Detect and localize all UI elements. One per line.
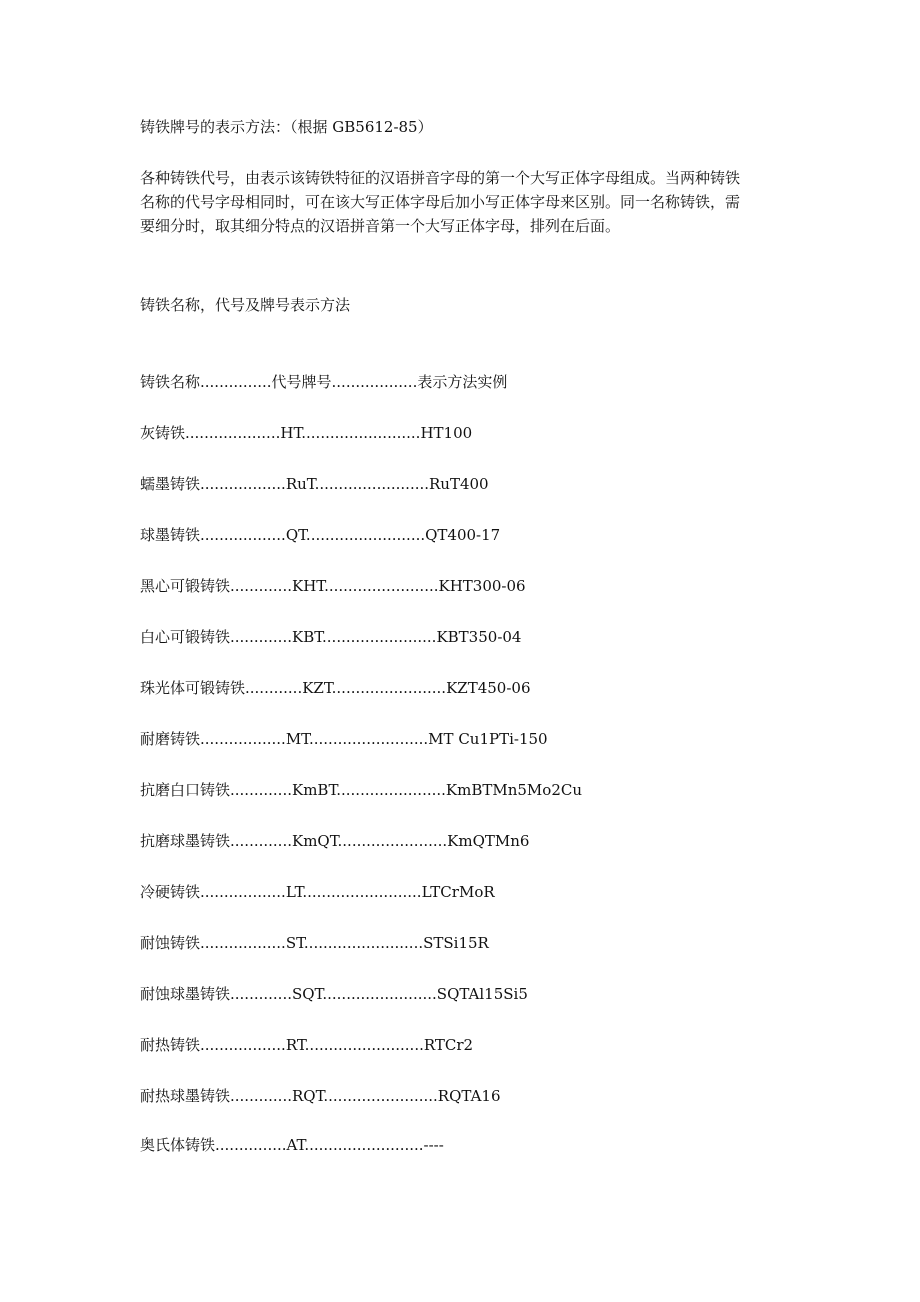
table-row: 抗磨球墨铸铁.............KmQT.......................KmQTMn6 [140, 832, 530, 850]
table-row: 耐磨铸铁..................MT.........................MT Cu1PTi-150 [140, 730, 548, 748]
table-row: 珠光体可锻铸铁............KZT........................KZT450-06 [140, 679, 531, 697]
intro-line: 名称的代号字母相同时，可在该大写正体字母后加小写正体字母来区别。同一名称铸铁，需 [140, 193, 741, 211]
table-row: 耐蚀铸铁..................ST.........................STSi15R [140, 934, 489, 952]
table-header: 铸铁名称...............代号牌号..................表示方法实例 [140, 373, 508, 391]
table-row: 耐蚀球墨铸铁.............SQT........................SQTAl15Si5 [140, 985, 528, 1003]
table-row: 耐热铸铁..................RT.........................RTCr2 [140, 1036, 474, 1054]
table-row: 蠕墨铸铁..................RuT........................RuT400 [140, 475, 489, 493]
table-row: 奥氏体铸铁...............AT.........................---- [140, 1136, 444, 1154]
intro-paragraph [140, 166, 785, 238]
section-heading: 铸铁名称，代号及牌号表示方法 [140, 296, 351, 314]
table-row: 冷硬铸铁..................LT.........................LTCrMoR [140, 883, 495, 901]
table-row: 黑心可锻铸铁.............KHT........................KHT300-06 [140, 577, 526, 595]
table-row: 球墨铸铁..................QT.........................QT400-17 [140, 526, 501, 544]
table-row: 灰铸铁....................HT.........................HT100 [140, 424, 473, 442]
document-title: 铸铁牌号的表示方法：（根据 GB5612-85） [140, 118, 433, 136]
intro-line: 要细分时，取其细分特点的汉语拼音第一个大写正体字母，排列在后面。 [140, 217, 621, 235]
table-row: 白心可锻铸铁.............KBT........................KBT350-04 [140, 628, 522, 646]
table-row: 抗磨白口铸铁.............KmBT.......................KmBTMn5Mo2Cu [140, 781, 582, 799]
table-row: 耐热球墨铸铁.............RQT........................RQTA16 [140, 1087, 501, 1105]
intro-line: 各种铸铁代号，由表示该铸铁特征的汉语拼音字母的第一个大写正体字母组成。当两种铸铁 [140, 169, 741, 187]
